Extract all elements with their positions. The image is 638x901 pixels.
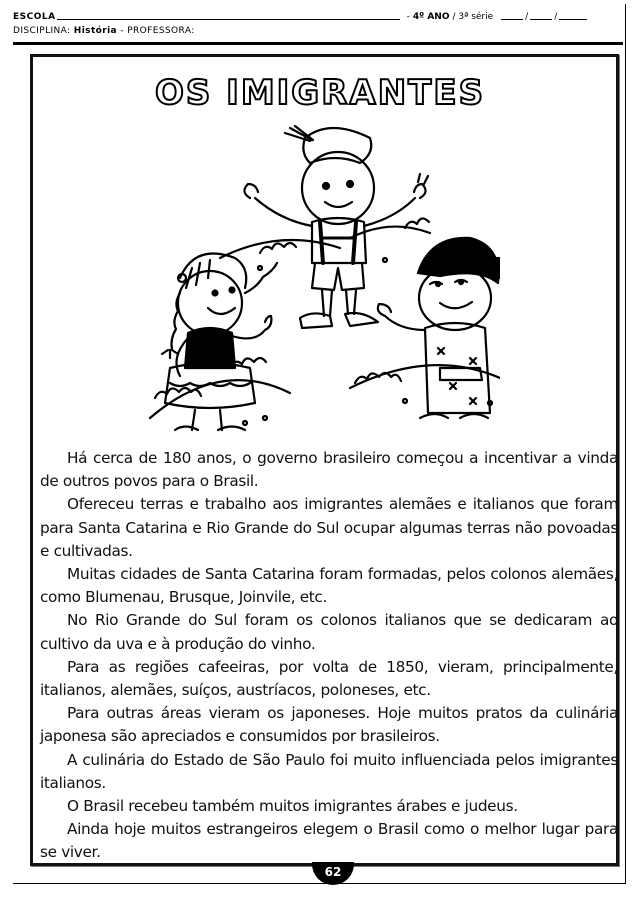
date-slash: / [554,12,558,22]
right-margin-rule [625,4,626,884]
header-school-line [13,6,623,22]
paragraph: Para outras áreas vieram os japoneses. Hoje muitos pratos da culinária japonesa são apreciados e consumidos por brasileiros. [40,704,618,746]
discipline-label: DISCIPLINA: [13,26,71,36]
page-number-badge: 62 [312,862,354,885]
paragraph: Para as regiões cafeeiras, por volta de 1850, vieram, principalmente, italianos, alemães, suíços, austríacos, poloneses, etc. [40,657,618,700]
footer-divider [13,883,625,884]
header-discipline-line [13,26,195,36]
paragraph: Ainda hoje muitos estrangeiros elegem o Brasil como o melhor lugar para se viver. [40,820,618,862]
discipline-value: História [73,26,118,36]
series-label: / 3ª série [452,12,494,22]
girl-japanese-kimono-icon [378,238,500,418]
school-label: ESCOLA [13,12,56,22]
teacher-label: - PROFESSORA: [120,26,195,36]
children-illustration [140,118,500,438]
grade-label: 4º ANO [412,12,450,22]
paragraph: A culinária do Estado de São Paulo foi muito influenciada pelos imigrantes italianos. [40,750,618,792]
date-year-field[interactable] [559,10,587,20]
grade-separator: - [406,12,410,22]
paragraph: Ofereceu terras e trabalho aos imigrantes alemães e italianos que foram para Santa Catarina e Rio Grande do Sul ocupar algumas terras não povoadas e cultivadas. [40,495,618,560]
page-title: OS IMIGRANTES [154,73,486,113]
header-divider [13,42,623,45]
paragraph: No Rio Grande do Sul foram os colonos italianos que se dedicaram ao cultivo da uva e à produção do vinho. [40,611,618,653]
body-text [40,447,618,865]
paragraph: Há cerca de 180 anos, o governo brasileiro começou a incentivar a vinda de outros povos para o Brasil. [40,449,618,491]
date-day-field[interactable] [501,10,523,20]
date-slash: / [525,12,529,22]
paragraph: O Brasil recebeu também muitos imigrantes árabes e judeus. [67,797,518,816]
girl-braids-dirndl-icon [162,254,277,431]
paragraph: Muitas cidades de Santa Catarina foram formadas, pelos colonos alemães, como Blumenau, Brusque, Joinvile, etc. [40,565,618,607]
date-month-field[interactable] [530,10,552,20]
school-name-field[interactable] [57,10,400,20]
